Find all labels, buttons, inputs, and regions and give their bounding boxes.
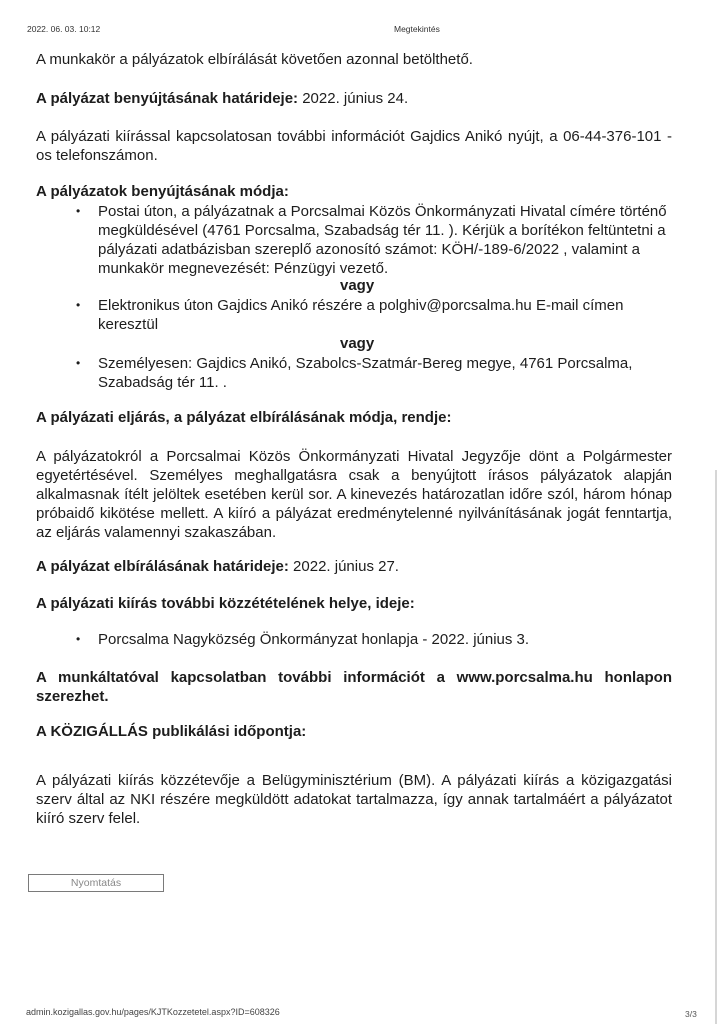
publication-list — [76, 630, 676, 649]
evaluation-deadline-value: 2022. június 27. — [288, 558, 399, 575]
footer-url: admin.kozigallas.gov.hu/pages/KJTKozzetetel.aspx?ID=608326 — [26, 1007, 280, 1017]
kozigallas-label: A KÖZIGÁLLÁS — [36, 723, 148, 740]
submission-deadline — [36, 89, 672, 108]
separator-or: vagy — [340, 335, 375, 352]
list-item — [76, 630, 676, 649]
bullet-icon: • — [76, 632, 81, 646]
print-button[interactable]: Nyomtatás — [28, 874, 164, 892]
list-item-text: Postai úton, a pályázatnak a Porcsalmai Közös Önkormányzati Hivatal címére történő megküldésével (4761 Porcsalma, Szabadság tér 11. ). Kérjük a borítékon feltüntetni a pályázati adatbázisban szereplő azonosító számot: KÖH/-189-6/2022 , valamint a munkakör megnevezését: Pénzügyi vezető. — [98, 203, 667, 277]
contact-info: A pályázati kiírással kapcsolatosan további információt Gajdics Anikó nyújt, a 06-44-376-101 -os telefonszámon. — [36, 128, 672, 164]
intro-text: A munkakör a pályázatok elbírálását követően azonnal betölthető. — [36, 51, 473, 68]
evaluation-deadline-label: A pályázat elbírálásának határideje: — [36, 558, 289, 575]
list-item — [76, 296, 656, 334]
submission-deadline-label: A pályázat benyújtásának határideje: — [36, 90, 299, 107]
publication-heading: A pályázati kiírás további közzétételének helye, ideje: — [36, 595, 415, 612]
kozigallas-publication — [36, 722, 672, 741]
bullet-icon: • — [76, 204, 81, 218]
evaluation-deadline — [36, 557, 672, 576]
page-edge-divider — [715, 470, 717, 1024]
list-item-text: Személyesen: Gajdics Anikó, Szabolcs-Szatmár-Bereg megye, 4761 Porcsalma, Szabadság tér 11. . — [98, 355, 633, 391]
submission-list-2 — [76, 296, 656, 334]
procedure-heading: A pályázati eljárás, a pályázat elbírálásának módja, rendje: — [36, 409, 452, 426]
list-item-text: Porcsalma Nagyközség Önkormányzat honlapja - 2022. június 3. — [98, 631, 530, 648]
bullet-icon: • — [76, 298, 81, 312]
list-item — [76, 202, 674, 278]
bullet-icon: • — [76, 356, 81, 370]
procedure-text: A pályázatokról a Porcsalmai Közös Önkormányzati Hivatal Jegyzője dönt a Polgármester egyetértésével. Személyes meghallgatásra csak a benyújtott írásos pályázatok alapján alkalmasnak ítélt jelöltek esetében kerül sor. A kinevezés határozatlan időre szól, három hónap próbaidő kikötése mellett. A kiíró a pályázat eredménytelenné nyilvánításának jogát fenntartja, az eljárás valamennyi szakaszában. — [36, 448, 672, 541]
submission-deadline-value: 2022. június 24. — [298, 90, 409, 107]
submission-list-3 — [76, 354, 636, 392]
submission-list — [76, 202, 674, 278]
footer-page-number: 3/3 — [685, 1009, 697, 1019]
list-item — [76, 354, 636, 392]
print-header-title: Megtekintés — [394, 24, 440, 34]
kozigallas-label-rest: publikálási időpontja: — [147, 723, 307, 740]
list-item-text: Elektronikus úton Gajdics Anikó részére a polghiv@porcsalma.hu E-mail címen keresztül — [98, 297, 624, 333]
employer-info: A munkáltatóval kapcsolatban további információt a www.porcsalma.hu honlapon szerezhet. — [36, 669, 672, 705]
separator-or: vagy — [340, 277, 375, 294]
print-date: 2022. 06. 03. 10:12 — [27, 24, 101, 34]
publisher-text: A pályázati kiírás közzétevője a Belügyminisztérium (BM). A pályázati kiírás a közigazgatási szerv által az NKI részére megküldött adatokat tartalmazza, így annak tartalmáért a pályázatot kiíró szerv felel. — [36, 772, 672, 827]
submission-heading: A pályázatok benyújtásának módja: — [36, 183, 289, 200]
